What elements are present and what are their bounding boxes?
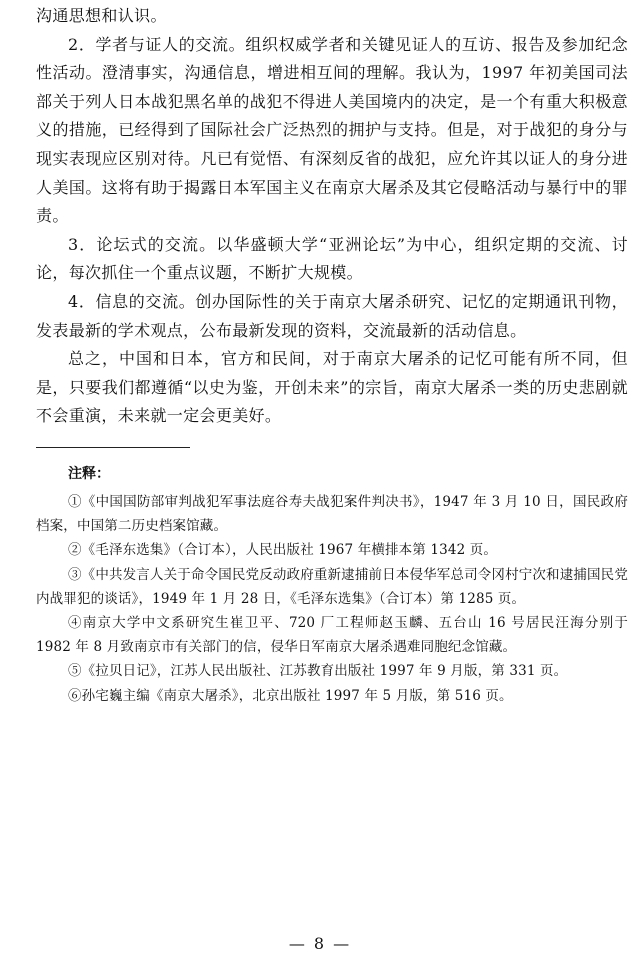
- body-paragraph-forum-exchange: 3．论坛式的交流。以华盛顿大学“亚洲论坛”为中心，组织定期的交流、讨论，每次抓住一个重点议题，不断扩大规模。: [36, 234, 628, 283]
- page-number: — 8 —: [288, 934, 352, 953]
- footnote-item: ①《中国国防部审判战犯军事法庭谷寿夫战犯案件判决书》，1947 年 3 月 10 日，国民政府档案，中国第二历史档案馆藏。: [36, 494, 628, 535]
- footnotes-title: 注释：: [68, 466, 110, 482]
- footnote-divider: [36, 447, 190, 448]
- body-paragraph-scholar-witness-exchange: 2．学者与证人的交流。组织权威学者和关键见证人的互访、报告及参加纪念性活动。澄清事实，沟通信息，增进相互间的理解。我认为，1997 年初美国司法部关于列人日本战犯黑名单的战犯不得进人美国境内的决定，是一个有重大积极意义的措施，已经得到了国际社会广泛热烈的拥护与支持。但是，对于战犯的身分与现实表现应区别对待。凡已有觉悟、有深刻反省的战犯，应允许其以证人的身分进人美国。这将有助于揭露日本军国主义在南京大屠杀及其它侵略活动与暴行中的罪责。: [36, 34, 628, 226]
- body-paragraph-information-exchange: 4．信息的交流。创办国际性的关于南京大屠杀研究、记忆的定期通讯刊物，发表最新的学术观点，公布最新发现的资料，交流最新的活动信息。: [36, 291, 628, 340]
- body-paragraph-continuation: 沟通思想和认识。: [36, 6, 167, 25]
- footnote-item: ③《中共发言人关于命令国民党反动政府重新逮捕前日本侵华军总司令冈村宁次和逮捕国民党内战罪犯的谈话》，1949 年 1 月 28 日，《毛泽东选集》（合订本）第 1285 页。: [36, 566, 628, 607]
- body-paragraph-conclusion: 总之，中国和日本，官方和民间，对于南京大屠杀的记忆可能有所不同，但是，只要我们都遵循“以史为鉴，开创未来”的宗旨，南京大屠杀一类的历史悲剧就不会重演，未来就一定会更美好。: [36, 349, 628, 426]
- footnote-item: ②《毛泽东选集》（合订本），人民出版社 1967 年横排本第 1342 页。: [68, 542, 498, 559]
- footnote-item: ⑤《拉贝日记》，江苏人民出版社、江苏教育出版社 1997 年 9 月版，第 331 页。: [68, 663, 568, 680]
- footnotes: [36, 462, 628, 708]
- footnote-item: ④南京大学中文系研究生崔卫平、720 厂工程师赵玉麟、五台山 16 号居民汪海分别于 1982 年 8 月致南京市有关部门的信，侵华日军南京大屠杀遇难同胞纪念馆藏。: [36, 615, 628, 656]
- body-text: [36, 2, 628, 431]
- footnote-item: ⑥孙宅巍主编《南京大屠杀》，北京出版社 1997 年 5 月版，第 516 页。: [68, 687, 513, 704]
